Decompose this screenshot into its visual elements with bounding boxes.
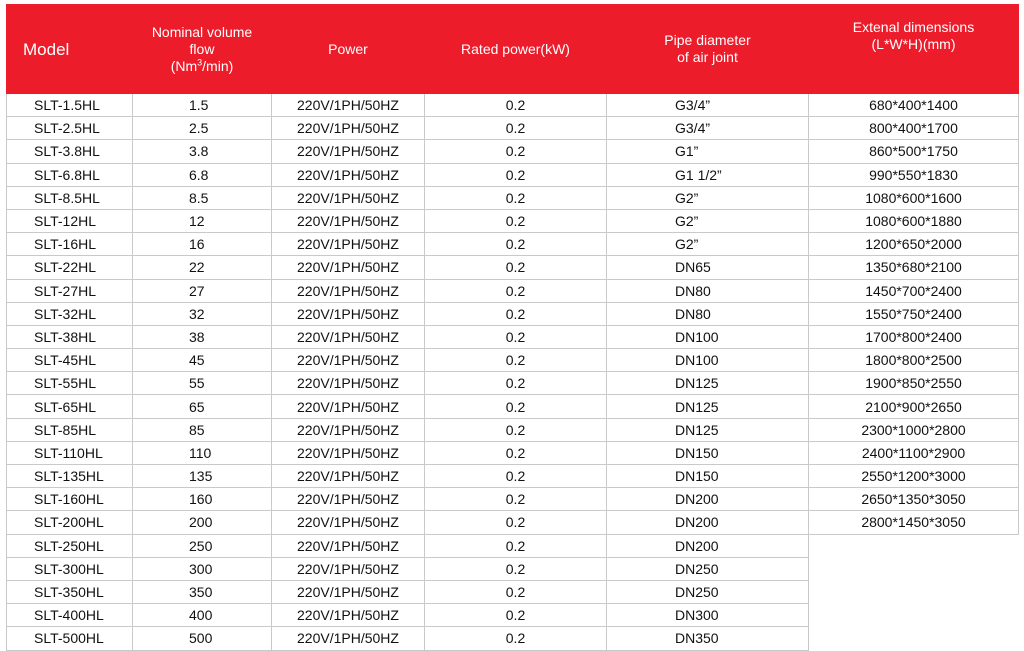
cell-pipe-diameter: DN250 xyxy=(607,580,809,603)
cell-power: 220V/1PH/50HZ xyxy=(272,302,425,325)
header-pipe-line2: of air joint xyxy=(677,49,738,65)
table-row xyxy=(7,325,1019,348)
cell-model: SLT-3.8HL xyxy=(7,140,133,163)
cell-dimensions: 1200*650*2000 xyxy=(809,233,1019,256)
cell-pipe-diameter: DN80 xyxy=(607,279,809,302)
cell-rated-power: 0.2 xyxy=(425,395,607,418)
cell-pipe-diameter: DN80 xyxy=(607,302,809,325)
cell-dimensions: 1800*800*2500 xyxy=(809,349,1019,372)
table-row xyxy=(7,94,1019,117)
cell-flow: 400 xyxy=(133,604,272,627)
cell-model: SLT-12HL xyxy=(7,209,133,232)
cell-rated-power: 0.2 xyxy=(425,372,607,395)
cell-power: 220V/1PH/50HZ xyxy=(272,140,425,163)
cell-rated-power: 0.2 xyxy=(425,627,607,650)
cell-model: SLT-2.5HL xyxy=(7,117,133,140)
table-row xyxy=(7,488,1019,511)
header-power-label: Power xyxy=(328,40,368,57)
spec-table xyxy=(6,4,1019,651)
cell-model: SLT-350HL xyxy=(7,580,133,603)
cell-model: SLT-55HL xyxy=(7,372,133,395)
cell-model: SLT-45HL xyxy=(7,349,133,372)
cell-model: SLT-22HL xyxy=(7,256,133,279)
cell-pipe-diameter: G2” xyxy=(607,209,809,232)
cell-pipe-diameter: DN100 xyxy=(607,349,809,372)
cell-model: SLT-250HL xyxy=(7,534,133,557)
cell-power: 220V/1PH/50HZ xyxy=(272,233,425,256)
cell-model: SLT-135HL xyxy=(7,465,133,488)
table-row xyxy=(7,441,1019,464)
cell-power: 220V/1PH/50HZ xyxy=(272,186,425,209)
header-dimensions xyxy=(809,5,1019,94)
table-row xyxy=(7,534,1019,557)
header-dims-line2: (L*W*H)(mm) xyxy=(871,36,956,52)
cell-power: 220V/1PH/50HZ xyxy=(272,627,425,650)
cell-rated-power: 0.2 xyxy=(425,209,607,232)
cell-model: SLT-38HL xyxy=(7,325,133,348)
cell-rated-power: 0.2 xyxy=(425,465,607,488)
cell-pipe-diameter: G3/4” xyxy=(607,94,809,117)
cell-rated-power: 0.2 xyxy=(425,186,607,209)
header-flow-line2: flow xyxy=(189,40,215,57)
cell-power: 220V/1PH/50HZ xyxy=(272,94,425,117)
cell-rated-power: 0.2 xyxy=(425,441,607,464)
cell-flow: 200 xyxy=(133,511,272,534)
spec-table-container xyxy=(6,4,1018,651)
cell-power: 220V/1PH/50HZ xyxy=(272,604,425,627)
cell-flow: 85 xyxy=(133,418,272,441)
cell-rated-power: 0.2 xyxy=(425,580,607,603)
cell-dimensions: 2300*1000*2800 xyxy=(809,418,1019,441)
cell-dimensions: 1700*800*2400 xyxy=(809,325,1019,348)
cell-power: 220V/1PH/50HZ xyxy=(272,117,425,140)
table-row xyxy=(7,302,1019,325)
cell-dimensions: 2100*900*2650 xyxy=(809,395,1019,418)
table-row xyxy=(7,279,1019,302)
table-row xyxy=(7,233,1019,256)
cell-dimensions: 2650*1350*3050 xyxy=(809,488,1019,511)
cell-power: 220V/1PH/50HZ xyxy=(272,395,425,418)
header-dims-line1: Extenal dimensions xyxy=(852,19,975,35)
cell-dimensions: 1080*600*1880 xyxy=(809,209,1019,232)
cell-model: SLT-85HL xyxy=(7,418,133,441)
cell-pipe-diameter: G1” xyxy=(607,140,809,163)
cell-flow: 38 xyxy=(133,325,272,348)
cell-model: SLT-1.5HL xyxy=(7,94,133,117)
cell-rated-power: 0.2 xyxy=(425,488,607,511)
cell-power: 220V/1PH/50HZ xyxy=(272,256,425,279)
cell-flow: 160 xyxy=(133,488,272,511)
cell-pipe-diameter: DN150 xyxy=(607,465,809,488)
cell-model: SLT-500HL xyxy=(7,627,133,650)
cell-flow: 6.8 xyxy=(133,163,272,186)
cell-rated-power: 0.2 xyxy=(425,534,607,557)
cell-dimensions: 1080*600*1600 xyxy=(809,186,1019,209)
cell-rated-power: 0.2 xyxy=(425,233,607,256)
cell-dimensions: 1350*680*2100 xyxy=(809,256,1019,279)
cell-pipe-diameter: G3/4” xyxy=(607,117,809,140)
table-row xyxy=(7,604,1019,627)
table-row xyxy=(7,395,1019,418)
cell-rated-power: 0.2 xyxy=(425,325,607,348)
cell-dimensions xyxy=(809,534,1019,557)
cell-flow: 22 xyxy=(133,256,272,279)
cell-flow: 1.5 xyxy=(133,94,272,117)
table-row xyxy=(7,372,1019,395)
header-rated-power xyxy=(425,5,607,94)
cell-pipe-diameter: G2” xyxy=(607,233,809,256)
cell-flow: 300 xyxy=(133,557,272,580)
table-row xyxy=(7,117,1019,140)
cell-model: SLT-27HL xyxy=(7,279,133,302)
cell-pipe-diameter: DN65 xyxy=(607,256,809,279)
cell-flow: 110 xyxy=(133,441,272,464)
cell-power: 220V/1PH/50HZ xyxy=(272,372,425,395)
cell-flow: 65 xyxy=(133,395,272,418)
cell-flow: 55 xyxy=(133,372,272,395)
cell-pipe-diameter: DN125 xyxy=(607,418,809,441)
cell-power: 220V/1PH/50HZ xyxy=(272,441,425,464)
cell-power: 220V/1PH/50HZ xyxy=(272,163,425,186)
header-pipe-line1: Pipe diameter xyxy=(664,32,751,48)
cell-pipe-diameter: DN350 xyxy=(607,627,809,650)
table-row xyxy=(7,557,1019,580)
header-rated-power-label: Rated power(kW) xyxy=(461,40,570,57)
cell-power: 220V/1PH/50HZ xyxy=(272,465,425,488)
cell-power: 220V/1PH/50HZ xyxy=(272,418,425,441)
cell-power: 220V/1PH/50HZ xyxy=(272,580,425,603)
cell-dimensions: 2800*1450*3050 xyxy=(809,511,1019,534)
header-flow-line1: Nominal volume xyxy=(151,23,253,40)
cell-pipe-diameter: DN150 xyxy=(607,441,809,464)
table-row xyxy=(7,140,1019,163)
cell-model: SLT-200HL xyxy=(7,511,133,534)
header-flow-unit-pre: (Nm xyxy=(170,57,198,74)
header-model xyxy=(7,5,133,94)
table-row xyxy=(7,186,1019,209)
table-row xyxy=(7,511,1019,534)
header-model-label: Model xyxy=(23,39,70,59)
cell-dimensions xyxy=(809,557,1019,580)
cell-model: SLT-6.8HL xyxy=(7,163,133,186)
cell-dimensions: 800*400*1700 xyxy=(809,117,1019,140)
cell-power: 220V/1PH/50HZ xyxy=(272,534,425,557)
cell-dimensions: 680*400*1400 xyxy=(809,94,1019,117)
cell-model: SLT-400HL xyxy=(7,604,133,627)
cell-power: 220V/1PH/50HZ xyxy=(272,511,425,534)
cell-rated-power: 0.2 xyxy=(425,349,607,372)
cell-power: 220V/1PH/50HZ xyxy=(272,279,425,302)
table-row xyxy=(7,580,1019,603)
cell-rated-power: 0.2 xyxy=(425,140,607,163)
header-pipe-diameter xyxy=(607,5,809,94)
cell-power: 220V/1PH/50HZ xyxy=(272,209,425,232)
cell-flow: 135 xyxy=(133,465,272,488)
cell-dimensions xyxy=(809,627,1019,650)
table-row xyxy=(7,418,1019,441)
cell-flow: 12 xyxy=(133,209,272,232)
cell-model: SLT-160HL xyxy=(7,488,133,511)
cell-rated-power: 0.2 xyxy=(425,117,607,140)
cell-dimensions: 2400*1100*2900 xyxy=(809,441,1019,464)
cell-rated-power: 0.2 xyxy=(425,557,607,580)
cell-power: 220V/1PH/50HZ xyxy=(272,325,425,348)
cell-flow: 250 xyxy=(133,534,272,557)
cell-model: SLT-65HL xyxy=(7,395,133,418)
cell-model: SLT-110HL xyxy=(7,441,133,464)
cell-rated-power: 0.2 xyxy=(425,256,607,279)
table-row xyxy=(7,209,1019,232)
cell-dimensions: 1900*850*2550 xyxy=(809,372,1019,395)
cell-dimensions: 2550*1200*3000 xyxy=(809,465,1019,488)
cell-rated-power: 0.2 xyxy=(425,511,607,534)
cell-flow: 8.5 xyxy=(133,186,272,209)
cell-rated-power: 0.2 xyxy=(425,604,607,627)
spec-table-body xyxy=(7,94,1019,651)
header-flow-unit-post: /min) xyxy=(202,57,234,74)
cell-pipe-diameter: DN125 xyxy=(607,372,809,395)
cell-rated-power: 0.2 xyxy=(425,418,607,441)
cell-rated-power: 0.2 xyxy=(425,279,607,302)
cell-flow: 27 xyxy=(133,279,272,302)
header-flow-unit-sup: 3 xyxy=(197,56,203,67)
cell-pipe-diameter: DN200 xyxy=(607,534,809,557)
table-row xyxy=(7,627,1019,650)
header-row xyxy=(7,5,1019,94)
cell-model: SLT-8.5HL xyxy=(7,186,133,209)
cell-flow: 16 xyxy=(133,233,272,256)
table-row xyxy=(7,256,1019,279)
cell-pipe-diameter: G2” xyxy=(607,186,809,209)
cell-flow: 350 xyxy=(133,580,272,603)
table-row xyxy=(7,465,1019,488)
cell-rated-power: 0.2 xyxy=(425,302,607,325)
cell-pipe-diameter: DN200 xyxy=(607,511,809,534)
cell-flow: 3.8 xyxy=(133,140,272,163)
cell-model: SLT-300HL xyxy=(7,557,133,580)
cell-pipe-diameter: DN300 xyxy=(607,604,809,627)
cell-rated-power: 0.2 xyxy=(425,163,607,186)
cell-pipe-diameter: DN250 xyxy=(607,557,809,580)
cell-power: 220V/1PH/50HZ xyxy=(272,349,425,372)
cell-flow: 500 xyxy=(133,627,272,650)
header-flow xyxy=(133,5,272,94)
cell-pipe-diameter: G1 1/2” xyxy=(607,163,809,186)
cell-dimensions: 1450*700*2400 xyxy=(809,279,1019,302)
cell-pipe-diameter: DN200 xyxy=(607,488,809,511)
cell-flow: 2.5 xyxy=(133,117,272,140)
cell-power: 220V/1PH/50HZ xyxy=(272,488,425,511)
cell-rated-power: 0.2 xyxy=(425,94,607,117)
cell-dimensions: 990*550*1830 xyxy=(809,163,1019,186)
cell-flow: 32 xyxy=(133,302,272,325)
table-row xyxy=(7,349,1019,372)
cell-model: SLT-32HL xyxy=(7,302,133,325)
cell-flow: 45 xyxy=(133,349,272,372)
header-power xyxy=(272,5,425,94)
cell-dimensions xyxy=(809,604,1019,627)
cell-dimensions: 860*500*1750 xyxy=(809,140,1019,163)
cell-pipe-diameter: DN125 xyxy=(607,395,809,418)
cell-dimensions xyxy=(809,580,1019,603)
cell-dimensions: 1550*750*2400 xyxy=(809,302,1019,325)
cell-power: 220V/1PH/50HZ xyxy=(272,557,425,580)
cell-pipe-diameter: DN100 xyxy=(607,325,809,348)
table-row xyxy=(7,163,1019,186)
cell-model: SLT-16HL xyxy=(7,233,133,256)
